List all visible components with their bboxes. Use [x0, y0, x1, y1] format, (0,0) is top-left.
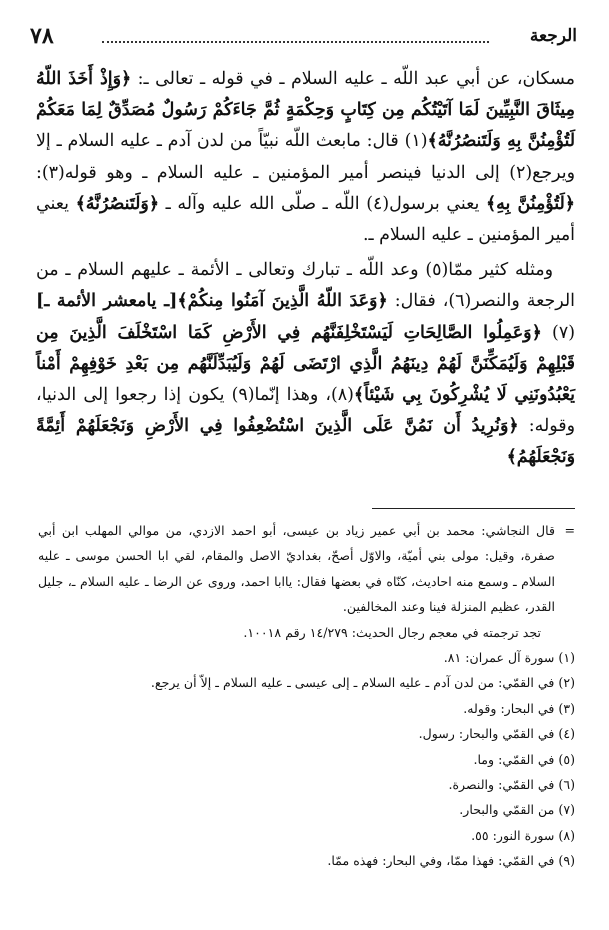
text-run: (٥) وعد اللّه ـ تبارك وتعالى ـ الأئمة ـ عليهم السلام ـ من الرجعة والنصر — [36, 260, 575, 312]
text-run: (٩) يكون إذا رجعوا إلى الدنيا، وقوله: — [36, 385, 575, 437]
text-run: يعني أمير المؤمنين ـ عليه السلام ـ. — [36, 193, 575, 246]
footnote-continuation — [38, 518, 575, 645]
page-number: ٧٨ — [30, 23, 54, 49]
footnote-item: (٩) في القمّي: فهذا ممّا، وفي البحار: فهذه ممّا. — [327, 853, 575, 869]
text-run: ومثله كثير ممّا — [448, 260, 554, 281]
quran-verse: ﴿لَتُؤْمِنُنَّ بِهِ﴾ — [485, 193, 575, 214]
footnote-item: (٨) سورة النور: ٥٥. — [471, 827, 575, 843]
text-run: (٨)، وهذا إنّما — [254, 385, 354, 406]
footnote-item: (٦) في القمّي: والنصرة. — [448, 777, 575, 793]
footnote-item: (١) سورة آل عمران: ٨١. — [443, 650, 575, 666]
quran-verse: [ـ يامعشر الأئمة ـ] — [36, 291, 178, 312]
quran-verse: ﴿وَإِذْ أَخَذَ اللّهُ مِيثَاقَ النَّبِيِّينَ لَمَا آتَيْتُكُم مِن كِتَابٍ وَحِكْمَةٍ ثُمَّ جَاءَكُمْ رَسُولٌ مُصَدِّقٌ لِمَا مَعَكُمْ لَتُؤْمِنُنَّ بِهِ وَلَتَنصُرُنَّهُ﴾ — [36, 69, 576, 152]
footnote-item: (٢) في القمّي: من لدن آدم ـ عليه السلام ـ إلى عيسى ـ عليه السلام ـ إلاّ أن يرجع. — [150, 675, 575, 691]
text-run: (٧) — [541, 322, 575, 343]
paragraph — [36, 64, 575, 251]
text-run: مسكان، عن أبي عبد اللّه ـ عليه السلام ـ في قوله ـ تعالى ـ: — [131, 69, 575, 89]
running-title: الرجعة — [529, 26, 577, 46]
main-text — [36, 64, 575, 474]
footnote-item: (٥) في القمّي: وما. — [473, 751, 575, 767]
text-run: يعني برسول — [389, 193, 486, 214]
footnotes — [38, 518, 575, 874]
continuation-mark: = — [564, 523, 575, 538]
quran-verse: ﴿وَعَمِلُوا الصَّالِحَاتِ لَيَسْتَخْلِفَنَّهُم فِي الأَرْضِ كَمَا اسْتَخْلَفَ الَّذِينَ مِن قَبْلِهِمْ وَلَيُمَكِّنَنَّ لَهُمْ دِينَهُمُ الَّذِي ارْتَضَى لَهُمْ وَلَيُبَدِّلَنَّهُم مِن بَعْدِ خَوْفِهِمْ أَمْناً يَعْبُدُونَنِي لَا يُشْرِكُونَ بِي شَيْئاً﴾ — [36, 322, 575, 406]
text-run: (١) قال: مابعث اللّه نبيّاً من لدن آدم ـ عليه السلام ـ إلا ويرجع — [36, 131, 575, 183]
footnote-reference: تجد ترجمته في معجم رجال الحديث: ١٤/٢٧٩ رقم ١٠٠١٨. — [243, 624, 541, 640]
quran-verse: ﴿وَعَدَ اللّهُ الَّذِينَ آمَنُوا مِنكُمْ﴾ — [177, 291, 388, 312]
quran-verse: ﴿وَنُرِيدُ أَن نَمُنَّ عَلَى الَّذِينَ اسْتُضْعِفُوا فِي الأَرْضِ وَنَجْعَلَهُمْ أَئِمَّةً وَنَجْعَلَهُمُ﴾ — [36, 416, 575, 468]
footnote-item: (٣) في البحار: وقوله. — [463, 700, 575, 716]
footnote-item: (٧) من القمّي والبحار. — [459, 802, 575, 818]
text-run: (٦)، فقال: — [387, 291, 472, 312]
footnote-item: (٤) في القمّي والبحار: رسول. — [418, 726, 575, 742]
footnote-divider — [372, 508, 575, 509]
text-run: (٢) إلى الدنيا فينصر أمير المؤمنين ـ عليه السلام ـ وهو قوله — [64, 162, 533, 183]
quran-verse: ﴿وَلَتَنصُرُنَّهُ﴾ — [75, 193, 160, 214]
footnote-list — [38, 645, 575, 874]
paragraph — [36, 255, 575, 473]
text-run: (٤) اللّه ـ صلّى الله عليه وآله ـ — [159, 193, 390, 214]
header-dotted-rule — [102, 41, 489, 43]
page-header — [30, 23, 577, 52]
footnote-continuation-text: قال النجاشي: محمد بن أبي عمير زياد بن عيسى، أبو احمد الازدي، من موالي المهلب ابن أبي صفرة، وقيل: مولى بني أميّة، والاوّل أصحّ، بغداديّ الاصل والمقام، لقي ابا الحسن موسى ـ عليه السلام ـ وسمع منه احاديث، كنّاه في بعضها فقال: ياابا احمد، وروى عن الرضا ـ عليه السلام ـ، جليل القدر، عظيم المنزلة فينا وعند المخالفين. — [38, 523, 555, 615]
text-run: (٣): — [36, 162, 65, 183]
